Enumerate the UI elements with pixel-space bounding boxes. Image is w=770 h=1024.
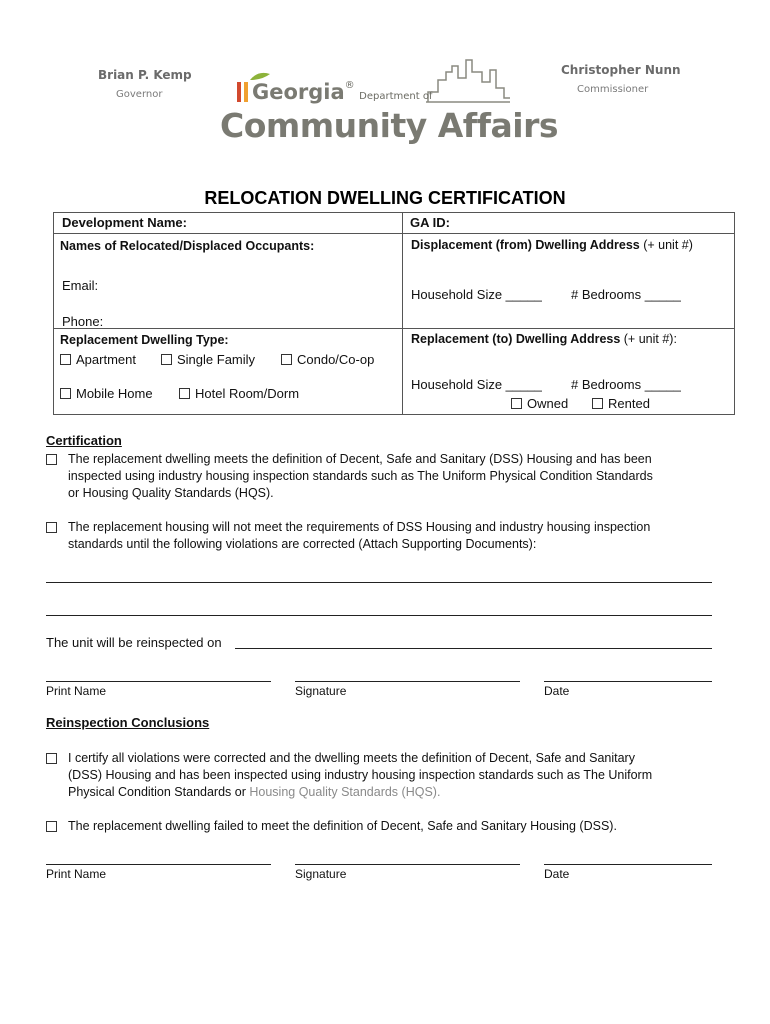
single-family-label: Single Family [177, 352, 256, 367]
condo-label: Condo/Co-op [297, 352, 375, 367]
signature-line-2[interactable] [295, 864, 520, 865]
owned-checkbox[interactable] [511, 398, 522, 409]
certification-item-2 [46, 519, 736, 553]
commissioner-name: Christopher Nunn [561, 63, 681, 77]
household-size-to: Household Size _____ [411, 377, 542, 392]
hotel-checkbox[interactable] [179, 388, 190, 399]
cert-item-1-line-2: inspected using industry housing inspection standards such as The Uniform Physical Condition Standards [68, 469, 653, 483]
email-label: Email: [62, 278, 99, 293]
governor-name: Brian P. Kemp [98, 68, 192, 82]
reinsp-item-1-line-3 [68, 784, 736, 801]
reinspection-item-1 [46, 750, 736, 801]
table-divider-column [402, 212, 403, 414]
phone-label: Phone: [62, 314, 104, 329]
displacement-address-text: Displacement (from) Dwelling Address [411, 238, 640, 252]
certification-item-2-checkbox[interactable] [46, 522, 57, 533]
logo-community-affairs: Community Affairs [220, 106, 558, 145]
governor-title: Governor [116, 89, 163, 100]
apartment-checkbox[interactable] [60, 354, 71, 365]
certification-item-1-checkbox[interactable] [46, 454, 57, 465]
cert-item-1-line-1: The replacement dwelling meets the definition of Decent, Safe and Sanitary (DSS) Housing and has been [68, 452, 652, 466]
print-name-line-1[interactable] [46, 681, 271, 682]
displacement-address-label [411, 238, 693, 252]
mobile-home-label: Mobile Home [76, 386, 153, 401]
reinsp-item-1-line-1: I certify all violations were corrected and the dwelling meets the definition of Decent, Safe and Sanitary [68, 751, 635, 765]
table-divider-row2 [53, 328, 735, 329]
mobile-home-checkbox[interactable] [60, 388, 71, 399]
reinspection-item-2 [46, 818, 736, 835]
reinsp-item-1-line-3a: Physical Condition Standards or [68, 785, 250, 799]
violations-line-2[interactable] [46, 615, 712, 616]
reinspection-item-1-checkbox[interactable] [46, 753, 57, 764]
displacement-address-suffix: (+ unit #) [639, 238, 693, 252]
type-single-family-option[interactable] [161, 352, 255, 367]
violations-line-1[interactable] [46, 582, 712, 583]
replacement-address-suffix: (+ unit #): [620, 332, 677, 346]
date-label-1: Date [544, 684, 570, 698]
print-name-label-2: Print Name [46, 867, 107, 881]
reinsp-item-1-line-2: (DSS) Housing and has been inspected using industry housing inspection standards such as The Uniform [68, 768, 653, 782]
date-label-2: Date [544, 867, 570, 881]
occupants-label: Names of Relocated/Displaced Occupants: [60, 239, 315, 253]
logo-georgia-text: Georgia [252, 80, 345, 104]
dca-logo [220, 58, 558, 154]
bedrooms-to: # Bedrooms _____ [571, 377, 681, 392]
certification-item-1 [46, 451, 736, 502]
date-line-2[interactable] [544, 864, 712, 865]
certification-heading: Certification [46, 433, 122, 448]
owned-label: Owned [527, 396, 569, 411]
table-divider-row1 [53, 233, 735, 234]
ga-id-label: GA ID: [410, 215, 450, 230]
reinsp-item-1-line-3b: Housing Quality Standards (HQS). [249, 785, 441, 799]
replacement-type-label: Replacement Dwelling Type: [60, 333, 229, 347]
signature-line-1[interactable] [295, 681, 520, 682]
type-hotel-option[interactable] [179, 386, 299, 401]
reinspected-label: The unit will be reinspected on [46, 635, 222, 650]
cert-item-2-line-2: standards until the following violations are corrected (Attach Supporting Documents): [68, 537, 537, 551]
commissioner-title: Commissioner [577, 84, 649, 95]
apartment-label: Apartment [76, 352, 136, 367]
rented-option[interactable] [592, 396, 650, 411]
condo-checkbox[interactable] [281, 354, 292, 365]
logo-department-of: Department of [359, 91, 433, 102]
household-size-from: Household Size _____ [411, 287, 542, 302]
reinspection-item-2-checkbox[interactable] [46, 821, 57, 832]
logo-registered-mark: ® [344, 80, 355, 91]
owned-option[interactable] [511, 396, 568, 411]
type-condo-option[interactable] [281, 352, 374, 367]
cert-item-1-line-3: or Housing Quality Standards (HQS). [68, 486, 274, 500]
date-line-1[interactable] [544, 681, 712, 682]
bedrooms-from: # Bedrooms _____ [571, 287, 681, 302]
cert-item-2-line-1: The replacement housing will not meet the requirements of DSS Housing and industry housing inspection [68, 520, 651, 534]
rented-label: Rented [608, 396, 650, 411]
replacement-address-text: Replacement (to) Dwelling Address [411, 332, 621, 346]
rented-checkbox[interactable] [592, 398, 603, 409]
development-name-label: Development Name: [62, 215, 187, 230]
hotel-label: Hotel Room/Dorm [195, 386, 300, 401]
print-name-label-1: Print Name [46, 684, 107, 698]
signature-label-2: Signature [295, 867, 347, 881]
print-name-line-2[interactable] [46, 864, 271, 865]
reinspection-heading: Reinspection Conclusions [46, 715, 210, 730]
type-mobile-home-option[interactable] [60, 386, 153, 401]
reinsp-item-2-text: The replacement dwelling failed to meet the definition of Decent, Safe and Sanitary Housing (DSS). [68, 819, 617, 833]
reinspection-date-line[interactable] [235, 648, 712, 649]
type-apartment-option[interactable] [60, 352, 136, 367]
single-family-checkbox[interactable] [161, 354, 172, 365]
page-title: RELOCATION DWELLING CERTIFICATION [204, 188, 566, 208]
signature-label-1: Signature [295, 684, 347, 698]
replacement-address-label [411, 332, 677, 346]
